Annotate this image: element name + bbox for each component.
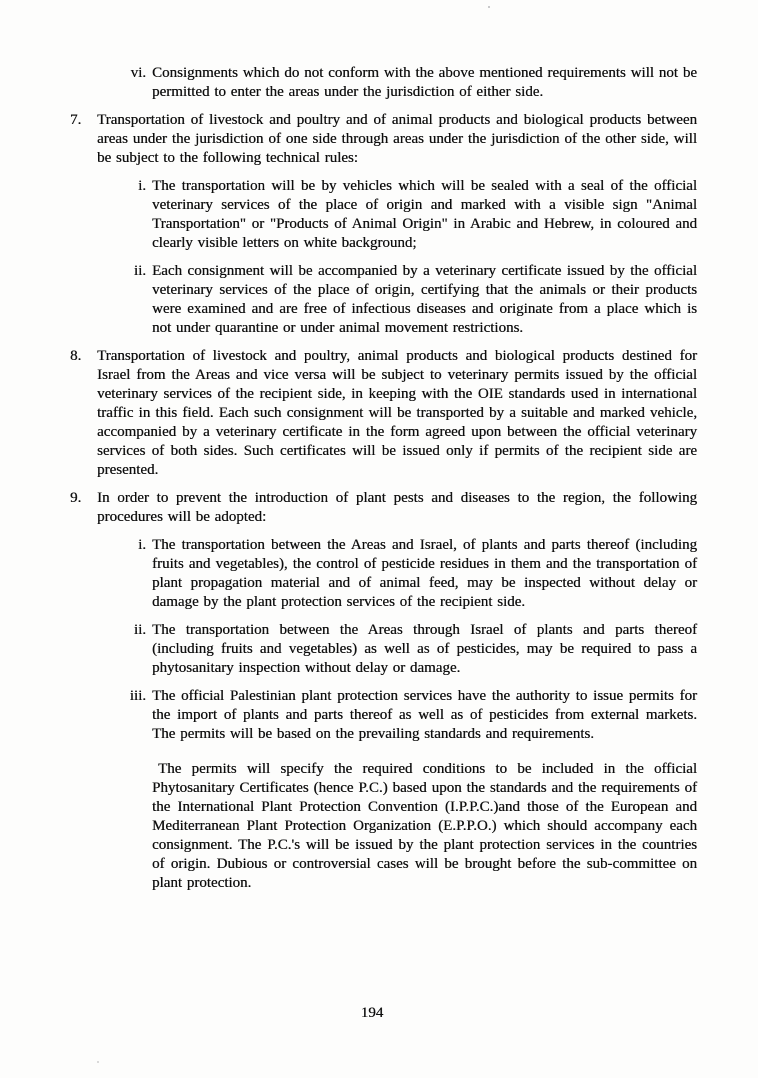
clause-7 — [70, 111, 697, 168]
page-number: 194 — [360, 1005, 384, 1021]
clause-9-sub-ii-text: The transportation between the Areas through Israel of plants and parts thereof (including fruits and vegetables) as well as of pesticides, may be required to pass a phytosanitary inspection without delay or damage. — [152, 622, 697, 676]
scan-artifact-speck — [488, 6, 490, 8]
clause-9-sub-ii — [120, 621, 697, 678]
clause-7-sub-ii-marker: ii. — [133, 263, 146, 279]
clause-7-sub-ii-text: Each consignment will be accompanied by a veterinary certificate issued by the official veterinary services of the place of origin, certifying that the animals or their products were examined and are free of infectious diseases and originate from a place which is not under quarantine or under animal movement restrictions. — [152, 263, 697, 336]
clause-9-sub-iii — [120, 687, 697, 744]
clause-9-marker: 9. — [70, 490, 82, 506]
clause-9-sub-i-marker: i. — [138, 537, 146, 553]
clause-9-sub-iii-text: The official Palestinian plant protection services have the authority to issue permits for the import of plants and parts thereof as well as of pesticides from external markets. The permits will be based on the prevailing standards and requirements. — [152, 688, 697, 742]
clause-9-sub-i-text: The transportation between the Areas and Israel, of plants and parts thereof (including fruits and vegetables), the control of pesticide residues in them and the transportation of plant propagation material and of animal feed, may be inspected without delay or damage by the plant protection services of the recipient side. — [152, 537, 697, 610]
clause-vi-text: Consignments which do not conform with the above mentioned requirements will not be permitted to enter the areas under the jurisdiction of either side. — [152, 65, 697, 100]
document-content — [70, 64, 697, 902]
clause-9-sub-iii-marker: iii. — [129, 688, 146, 704]
clause-9 — [70, 489, 697, 527]
clause-vi-marker: vi. — [130, 65, 146, 81]
clause-9-text: In order to prevent the introduction of plant pests and diseases to the region, the following procedures will be adopted: — [97, 490, 697, 525]
clause-7-sub-ii — [120, 262, 697, 338]
clause-vi — [120, 64, 697, 102]
clause-9-sub-i — [120, 536, 697, 612]
scan-artifact-speck-bottom — [97, 1061, 99, 1063]
clause-7-sub-i-marker: i. — [138, 178, 146, 194]
clause-8-text: Transportation of livestock and poultry, animal products and biological products destined for Israel from the Areas and vice versa will be subject to veterinary permits issued by the official veterinary services of the recipient side, in keeping with the OIE standards used in international traffic in this field. Each such consignment will be transported by a suitable and marked vehicle, accompanied by a veterinary certificate in the form agreed upon between the official veterinary services of both sides. Such certificates will be issued only if permits of the recipient side are presented. — [97, 348, 697, 478]
clause-7-text: Transportation of livestock and poultry and of animal products and biological products between areas under the jurisdiction of one side through areas under the jurisdiction of the other side, will be subject to the following technical rules: — [97, 112, 697, 166]
clause-7-marker: 7. — [70, 112, 82, 128]
clause-7-sub-i — [120, 177, 697, 253]
clause-9-sub-iii-continuation: The permits will specify the required conditions to be included in the official Phytosanitary Certificates (hence P.C.) based upon the standards and the requirements of the International Plant Protection Convention (I.P.P.C.)and those of the European and Mediterranean Plant Protection Organization (E.P.P.O.) which should accompany each consignment. The P.C.'s will be issued by the plant protection services in the countries of origin. Dubious or controversial cases will be brought before the sub-committee on plant protection. — [152, 761, 697, 891]
clause-8-marker: 8. — [70, 348, 82, 364]
clause-7-sub-i-text: The transportation will be by vehicles which will be sealed with a seal of the official veterinary services of the place of origin and marked with a visible sign "Animal Transportation" or "Products of Animal Origin" in Arabic and Hebrew, in coloured and clearly visible letters on white background; — [152, 178, 697, 251]
clause-8 — [70, 347, 697, 480]
clause-9-sub-ii-marker: ii. — [133, 622, 146, 638]
